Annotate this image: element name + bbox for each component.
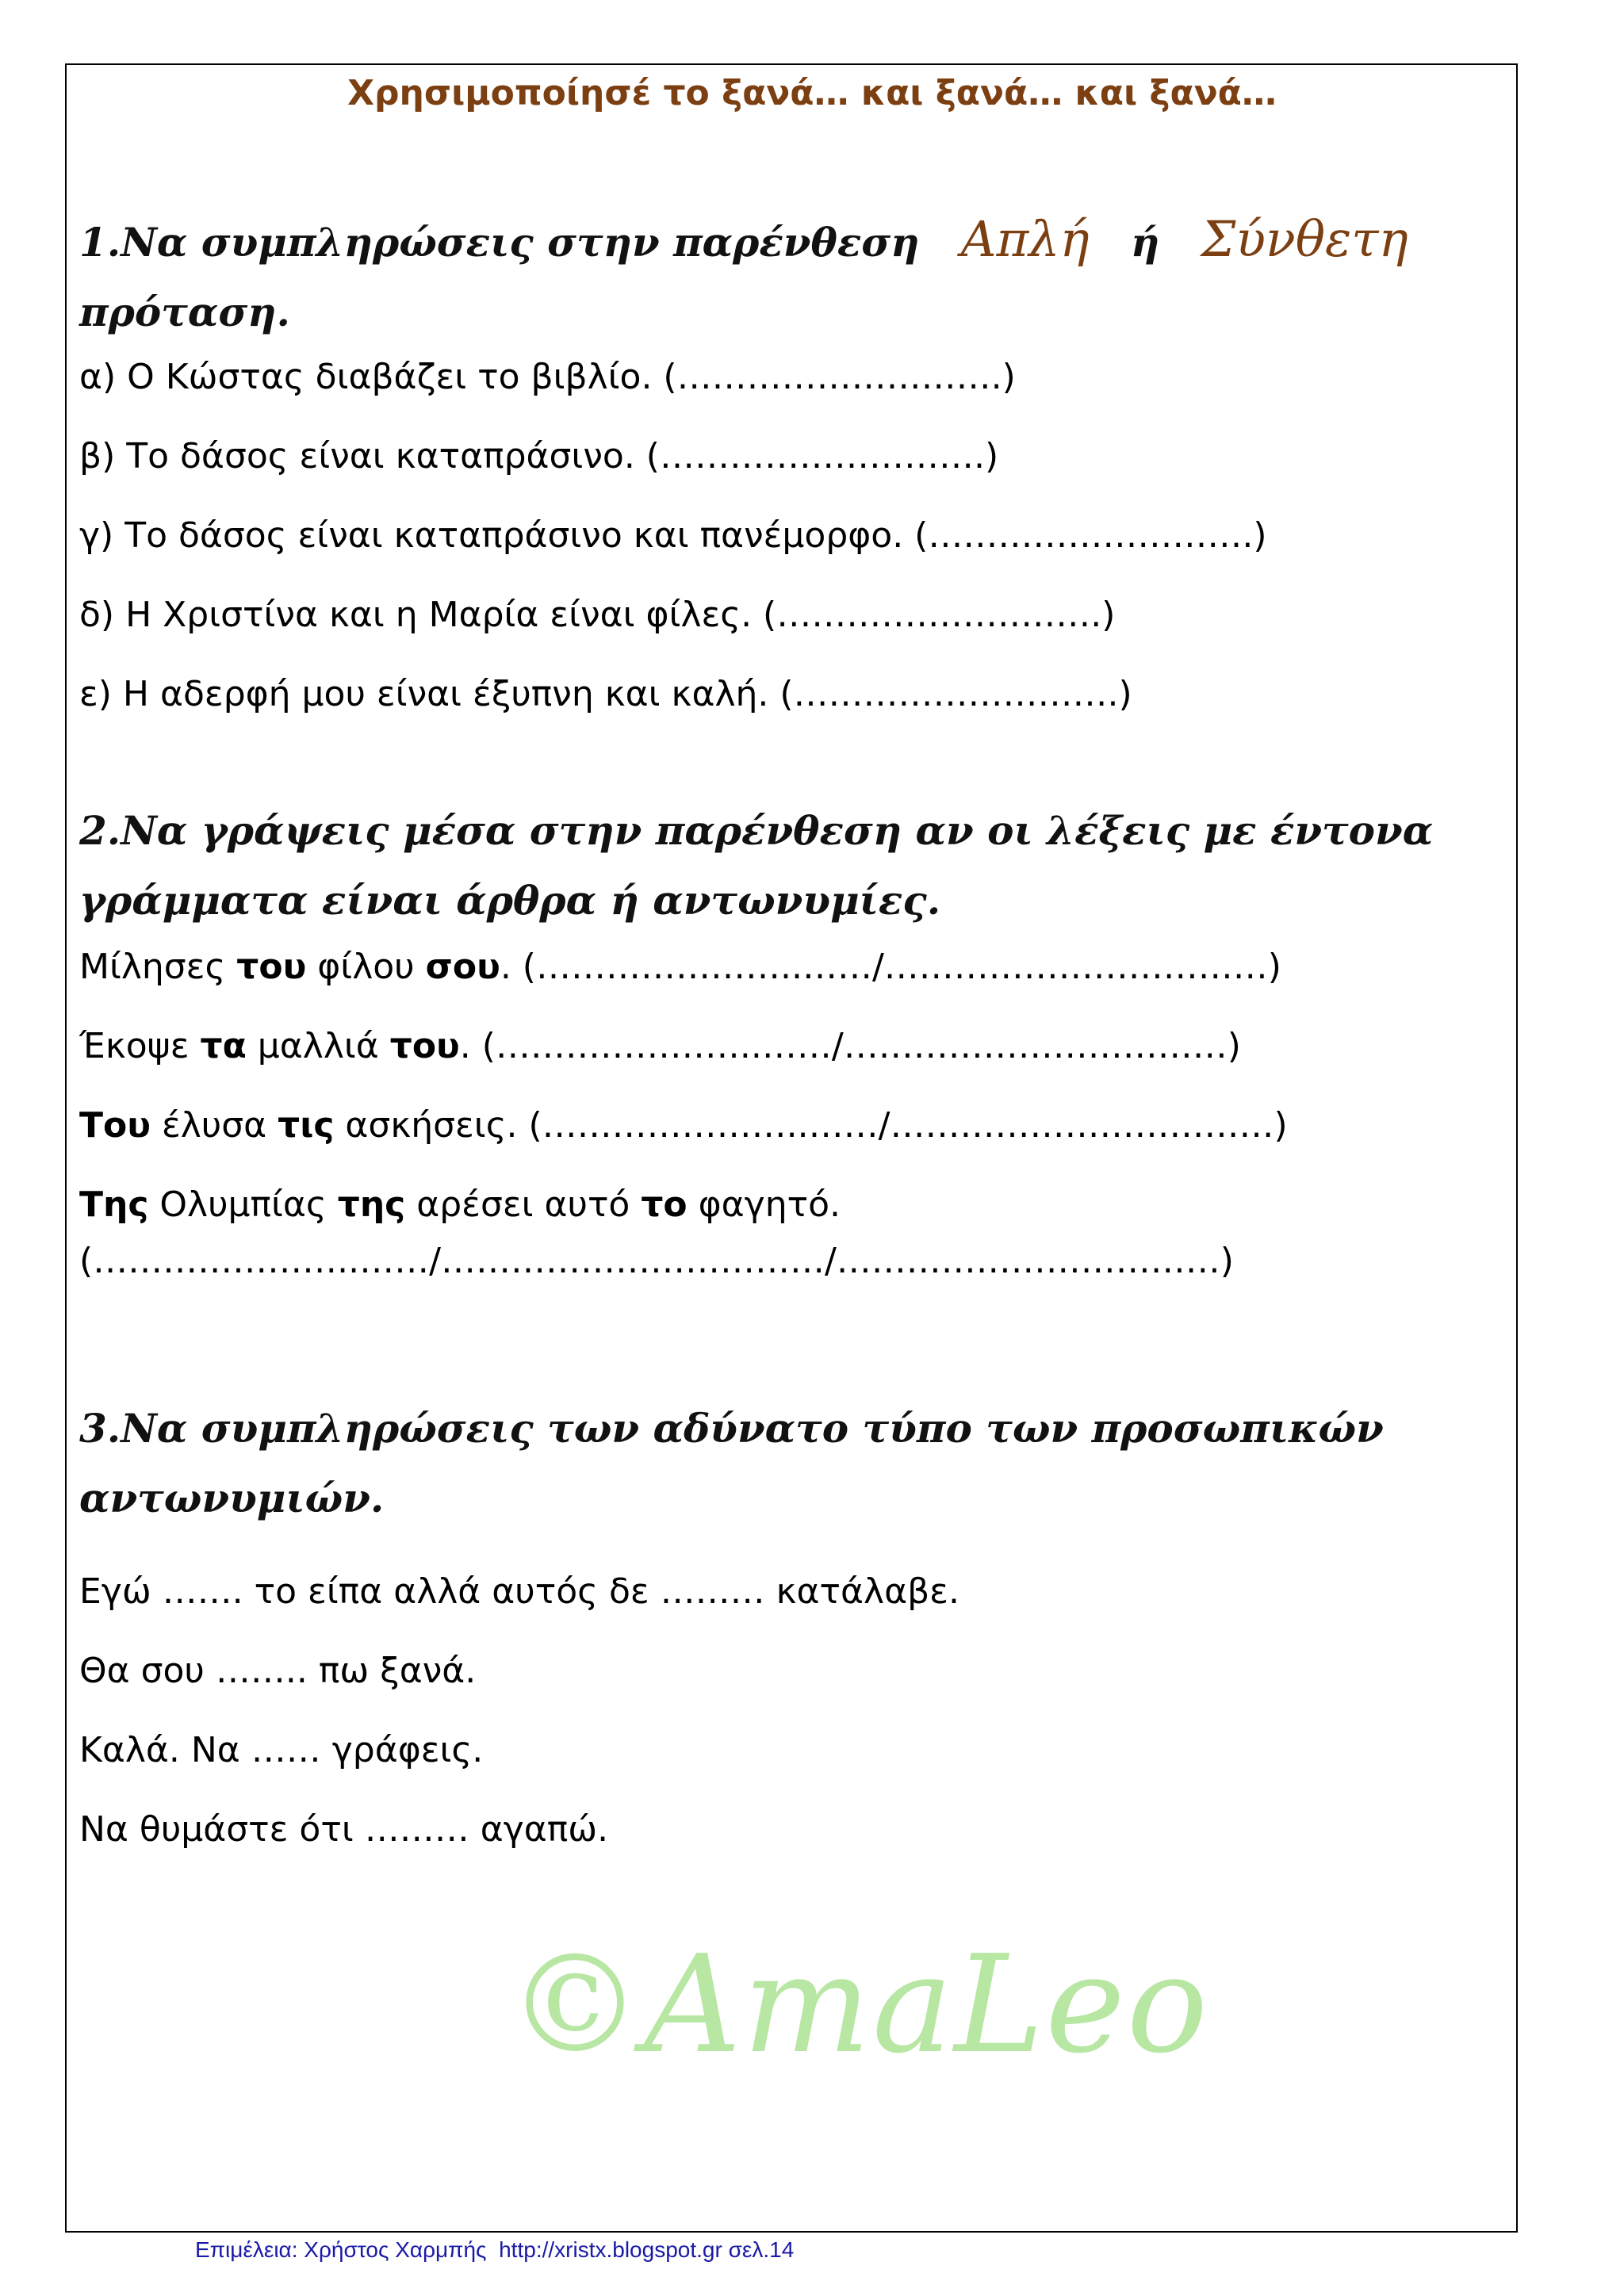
exercise-3-heading-line1: 3.Να συμπληρώσεις των αδύνατο τύπο των προσωπικών	[79, 1405, 1384, 1452]
text: Έκοψε	[79, 1026, 201, 1066]
text: φαγητό.	[687, 1184, 841, 1225]
bold-word: τις	[278, 1105, 335, 1146]
exercise-2-sentence-3	[79, 1104, 1288, 1148]
exercise-2-sentence-4-blanks: (…………………..……/……………………………/……………………………)	[79, 1241, 1234, 1281]
exercise-1-item: δ) Η Χριστίνα και η Μαρία είναι φίλες. (……………………….)	[79, 595, 1116, 635]
bold-word: το	[641, 1184, 688, 1225]
exercise-1-item: ε) Η αδερφή μου είναι έξυπνη και καλή. (……………………….)	[79, 674, 1132, 714]
exercise-1-heading-text: 1.Να συμπληρώσεις στην παρένθεση	[79, 219, 920, 266]
text: μαλλιά	[246, 1026, 390, 1066]
answer-blanks: . (…………………..……/……………………………)	[500, 947, 1281, 987]
answer-blanks: . (…………………..……/……………………………)	[459, 1026, 1241, 1066]
exercise-3-heading-line2: αντωνυμιών.	[79, 1475, 385, 1521]
exercise-1-heading	[79, 205, 1443, 347]
bold-word: τα	[200, 1026, 247, 1066]
watermark-logo: ©AmaLeo	[508, 1927, 1210, 2084]
exercise-2-heading-line2: γράμματα είναι άρθρα ή αντωνυμίες.	[79, 877, 941, 924]
exercise-3-heading	[79, 1394, 1443, 1533]
bold-word: του	[389, 1026, 460, 1066]
exercise-1-item: α) Ο Κώστας διαβάζει το βιβλίο. (……………………….)	[79, 357, 1016, 397]
text: Μίλησες	[79, 947, 237, 987]
exercise-3-item: Καλά. Να …… γράφεις.	[79, 1730, 484, 1770]
option-or: ή	[1130, 219, 1160, 266]
exercise-2-sentence-1	[79, 945, 1281, 989]
exercise-2-sentence-2	[79, 1024, 1241, 1069]
text: έλυσα	[150, 1105, 278, 1146]
text: αρέσει αυτό	[405, 1184, 642, 1225]
text: Ολυμπίας	[148, 1184, 338, 1225]
option-simple: Απλή	[960, 210, 1090, 268]
exercise-1-heading-end: πρόταση.	[79, 289, 290, 335]
text: φίλου	[306, 947, 426, 987]
exercise-1-item: γ) Το δάσος είναι καταπράσινο και πανέμορφο. (……………………….)	[79, 515, 1267, 556]
exercise-1-item: β) Το δάσος είναι καταπράσινο. (……………………….)	[79, 436, 999, 476]
bold-word: Του	[79, 1105, 151, 1146]
option-compound: Σύνθετη	[1201, 210, 1408, 268]
exercise-3-item: Θα σου …….. πω ξανά.	[79, 1651, 477, 1691]
bold-word: Της	[79, 1184, 149, 1225]
exercise-3-item: Εγώ ……. το είπα αλλά αυτός δε ……… κατάλαβε.	[79, 1571, 959, 1612]
bold-word: σου	[425, 947, 500, 987]
answer-blanks: ασκήσεις. (…………………..……/……………………………)	[334, 1105, 1288, 1146]
bold-word: της	[337, 1184, 406, 1225]
page-footer: Επιμέλεια: Χρήστος Χαρμπής http://xristx.blogspot.gr σελ.14	[195, 2237, 795, 2262]
worksheet-title: Χρησιμοποίησέ το ξανά… και ξανά… και ξανά…	[347, 73, 1277, 113]
exercise-2-sentence-4	[79, 1183, 841, 1227]
exercise-2-heading	[79, 796, 1443, 936]
exercise-2-heading-line1: 2.Να γράψεις μέσα στην παρένθεση αν οι λέξεις με έντονα	[79, 807, 1434, 854]
bold-word: του	[236, 947, 307, 987]
exercise-3-item: Να θυμάστε ότι ……… αγαπώ.	[79, 1809, 609, 1850]
